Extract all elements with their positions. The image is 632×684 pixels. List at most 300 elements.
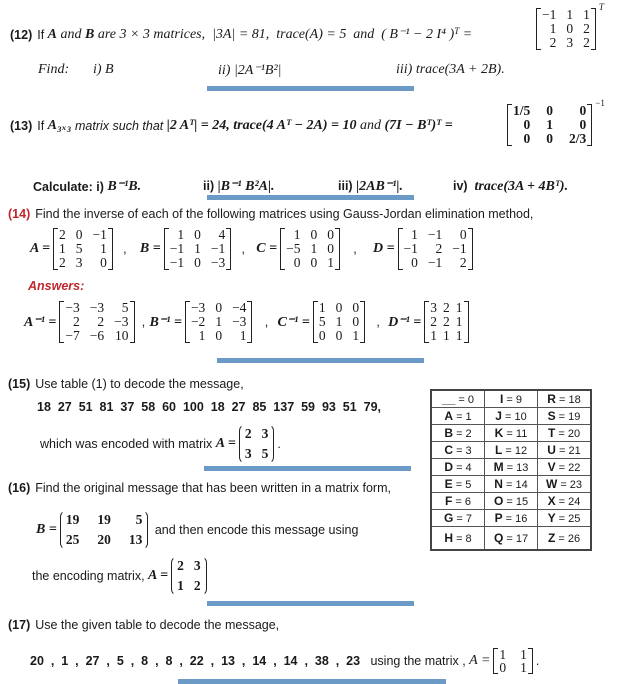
trace-condition: trace(A) = 5	[276, 26, 347, 42]
matrix-cell: 2	[244, 426, 252, 441]
matrix-cell: −4	[232, 300, 247, 315]
math-var: B	[84, 26, 95, 42]
matrix-name: A =	[148, 568, 169, 583]
question-14-statement	[8, 207, 533, 221]
letter-value: = 18	[559, 394, 581, 406]
q14-matrices	[30, 228, 476, 270]
q17-message-line	[30, 648, 539, 674]
matrix-cell: 0	[579, 103, 587, 118]
matrix-cell: 1	[546, 117, 554, 132]
question-text: Use table (1) to decode the message,	[35, 377, 244, 391]
inverse-mark: −1	[595, 98, 605, 108]
letter: P	[494, 511, 503, 525]
matrix-cell: 3	[430, 300, 438, 315]
matrix-cell: 0	[310, 255, 318, 270]
q13-parts	[33, 178, 569, 195]
table-cell	[538, 510, 592, 527]
matrix-cell: 20	[97, 532, 111, 547]
matrix-cell: 2	[193, 578, 201, 593]
question-16-statement	[8, 481, 391, 495]
matrix-cell: 5	[318, 314, 326, 329]
math-var: A	[47, 26, 58, 42]
matrix-cell: 1	[177, 227, 185, 242]
q13-matrix	[507, 104, 592, 146]
matrix-cell: 0	[579, 117, 587, 132]
table-row	[431, 425, 591, 442]
letter-value: = 16	[505, 513, 528, 525]
question-17-statement	[8, 618, 279, 632]
letter: V	[547, 460, 556, 474]
table-cell	[538, 459, 592, 476]
text: If	[37, 27, 45, 42]
table-cell	[431, 408, 485, 425]
question-text: Find the inverse of each of the following matrices using Gauss-Jordan elimination method,	[35, 207, 534, 221]
matrix-cell: 1	[198, 328, 206, 343]
matrix-cell: 1	[318, 300, 326, 315]
part-i: i) B	[93, 62, 114, 77]
letter: E	[444, 477, 453, 491]
comma: ,	[241, 242, 245, 256]
matrix-name: D =	[372, 241, 395, 256]
matrix-cell: 1	[411, 227, 418, 242]
matrix-cell: 0	[459, 227, 467, 242]
letter-value: = 0	[458, 394, 475, 406]
matrix-cell: 13	[128, 532, 143, 547]
letter: N	[494, 477, 503, 491]
letter: B	[444, 426, 453, 440]
letter-value: = 4	[456, 462, 472, 474]
matrix-cell: 0	[100, 255, 107, 270]
table-cell	[431, 493, 485, 510]
matrix-cell: −1	[427, 227, 443, 242]
table-cell	[538, 442, 592, 459]
matrix-cell: −1	[427, 255, 443, 270]
matrix-cell: 1	[59, 241, 66, 256]
q16-encoding-line	[32, 556, 210, 596]
matrix-cell: −1	[542, 7, 557, 22]
text: and	[360, 118, 381, 133]
q13-matrix-wrap	[504, 98, 605, 146]
table-cell	[485, 408, 538, 425]
matrix-cell: 0	[352, 314, 360, 329]
matrix-name: C⁻¹ =	[277, 314, 310, 330]
table-cell	[485, 493, 538, 510]
q17-matrix	[493, 648, 533, 674]
matrix-cell: −1	[403, 241, 418, 256]
question-12-statement	[10, 26, 472, 43]
letter-value: = 2	[456, 428, 472, 440]
matrix-cell: 10	[115, 328, 129, 343]
letter: S	[547, 409, 556, 423]
matrix-cell: 0	[194, 227, 201, 242]
question-text: Find the original message that has been written in a matrix form,	[35, 481, 391, 495]
matrix-cell: 2	[583, 21, 590, 36]
matrix-cell: 1	[455, 300, 463, 315]
matrix-cell: −3	[89, 300, 105, 315]
matrix-cell: 1	[520, 660, 527, 675]
table-cell	[431, 510, 485, 527]
comma: ,	[141, 315, 146, 329]
matrix-cell: 3	[193, 558, 201, 573]
matrix-cell: 1	[177, 578, 184, 593]
matrix-cell: 0	[523, 131, 531, 146]
table-cell	[431, 425, 485, 442]
matrix-cell: 19	[65, 512, 80, 527]
letter-value: = 7	[456, 513, 472, 525]
matrix-cell: 5	[261, 446, 269, 461]
matrix-cell: 3	[75, 255, 83, 270]
text: are 3 × 3 matrices,	[97, 26, 206, 42]
q12-matrix-wrap	[533, 2, 604, 50]
matrix-cell: 2	[73, 314, 80, 329]
text: If	[37, 119, 45, 133]
table-cell	[431, 459, 485, 476]
text: and	[353, 26, 375, 42]
letter-value: = 17	[506, 533, 529, 545]
table-cell	[538, 476, 592, 493]
letter: K	[494, 426, 504, 440]
matrix-cell: −1	[210, 241, 226, 256]
matrix-cell: 0	[75, 227, 83, 242]
matrix-cell: 4	[218, 227, 226, 242]
comma: ,	[376, 315, 380, 329]
matrix-cell: −1	[452, 241, 467, 256]
letter: A	[444, 409, 453, 423]
matrix-cell: 0	[293, 255, 301, 270]
q16-matrix-line	[36, 510, 358, 550]
matrix-cell: 0	[215, 300, 223, 315]
separator-bar	[204, 466, 411, 471]
matrix-cell: 2	[59, 255, 66, 270]
q15-matrix-line	[40, 424, 281, 464]
matrix-cell: 1	[327, 255, 334, 270]
table-cell	[431, 527, 485, 551]
table-cell	[431, 442, 485, 459]
matrix-cell: 2	[549, 35, 557, 50]
matrix-cell: −5	[286, 241, 301, 256]
part-iv-expr: trace(3A + 4Bᵀ).	[474, 178, 569, 194]
letter: W	[545, 477, 558, 491]
comma: ,	[123, 242, 127, 256]
question-number: (14)	[8, 207, 31, 221]
matrix-cell: −2	[190, 314, 206, 329]
matrix-cell: 1	[352, 328, 360, 343]
letter: Z	[547, 531, 556, 545]
math-var: A₃ₓ₃	[47, 118, 72, 133]
table-cell	[485, 425, 538, 442]
matrix-cell: 1	[100, 241, 107, 256]
matrix-cell: 1	[430, 328, 438, 343]
comma: ,	[353, 242, 357, 256]
matrix-cell: 1	[335, 314, 343, 329]
matrix-b	[164, 228, 232, 270]
matrix-cell: 1	[215, 314, 223, 329]
letter-value: = 6	[455, 496, 471, 508]
find-label: Find:	[38, 62, 70, 77]
separator-bar	[217, 358, 424, 363]
letter-value: = 21	[559, 445, 581, 457]
part-i-expr: B⁻¹B.	[107, 179, 142, 194]
matrix-cell: 0	[335, 328, 343, 343]
matrix-cell: 25	[65, 532, 80, 547]
matrix-d	[398, 228, 473, 270]
letter-value: = 23	[560, 479, 583, 491]
table-cell	[485, 476, 538, 493]
letter-value: = 19	[558, 411, 581, 423]
letter: Q	[493, 531, 504, 545]
table-row	[431, 510, 591, 527]
table-cell	[485, 442, 538, 459]
matrix-cell: 2	[443, 300, 450, 315]
letter: Y	[547, 511, 556, 525]
matrix-cell: 5	[135, 512, 143, 527]
matrix-cell: 2	[459, 255, 467, 270]
matrix-cell: 0	[327, 241, 334, 256]
letter-value: = 8	[456, 533, 472, 545]
table-cell	[538, 408, 592, 425]
part-ii-expr: |B⁻¹ B²A|.	[217, 179, 275, 194]
letter-value: = 5	[455, 479, 472, 491]
letter-value: = 9	[506, 394, 522, 406]
question-number: (13)	[10, 119, 33, 133]
letter: __	[441, 392, 456, 406]
trace-condition: trace(4 Aᵀ − 2A) = 10	[233, 118, 357, 133]
matrix-cell: −3	[210, 255, 226, 270]
matrix-cell: 0	[352, 300, 360, 315]
matrix-name: C =	[256, 241, 278, 256]
table-cell	[485, 390, 538, 408]
table-row	[431, 493, 591, 510]
question-number: (17)	[8, 618, 31, 632]
letter: L	[494, 443, 503, 457]
letter: M	[493, 460, 504, 474]
matrix-name: A =	[469, 653, 491, 668]
matrix-cell: −1	[169, 241, 185, 256]
table-cell	[431, 390, 485, 408]
q12-parts	[38, 62, 505, 78]
matrix-cell: −3	[114, 314, 129, 329]
equals: =	[462, 26, 473, 42]
letter-value: = 22	[558, 462, 581, 474]
letter: U	[547, 443, 556, 457]
text: and then encode this message using	[154, 523, 359, 537]
letter-value: = 10	[505, 411, 527, 423]
matrix-cell: 0	[546, 103, 554, 118]
matrix-cell: 0	[335, 300, 343, 315]
letter-code-table	[430, 389, 592, 551]
table-cell	[538, 390, 592, 408]
text: the encoding matrix,	[32, 569, 145, 583]
letter: T	[547, 426, 556, 440]
text: and	[60, 26, 82, 42]
text: using the matrix ,	[370, 654, 466, 668]
period: .	[277, 437, 281, 451]
q15-matrix	[239, 424, 275, 464]
matrix-cell: 2/3	[569, 131, 587, 146]
letter: G	[443, 511, 454, 525]
matrix-cell: −6	[89, 328, 105, 343]
table-cell	[485, 527, 538, 551]
expression: ( B⁻¹ − 2 I⁴ )	[381, 27, 455, 42]
table-cell	[485, 510, 538, 527]
separator-bar	[178, 679, 446, 684]
matrix-cell: −3	[190, 300, 206, 315]
letter: O	[493, 494, 504, 508]
matrix-cell: 3	[566, 35, 574, 50]
letter: R	[547, 392, 556, 406]
table-cell	[538, 425, 592, 442]
matrix-cell: 1	[549, 21, 557, 36]
determinant-condition: |2 Aᵀ| = 24,	[166, 118, 230, 133]
matrix-cell: 1	[310, 241, 318, 256]
matrix-cell: −3	[65, 300, 80, 315]
matrix-name: D⁻¹ =	[388, 314, 422, 330]
matrix-cell: 1	[194, 241, 201, 256]
letter-value: = 12	[505, 445, 528, 457]
matrix-name: B =	[139, 241, 161, 256]
matrix-cell: 5	[121, 300, 129, 315]
matrix-name: A⁻¹ =	[24, 314, 57, 330]
table-row	[431, 390, 591, 408]
matrix-cell: 2	[435, 241, 443, 256]
letter: F	[444, 494, 453, 508]
part-ii-label: ii)	[203, 179, 215, 193]
matrix-c	[280, 228, 340, 270]
table-row	[431, 442, 591, 459]
matrix-name: A =	[215, 436, 236, 451]
letter: X	[547, 494, 556, 508]
matrix-cell: −3	[232, 314, 247, 329]
encoded-message: 18 27 51 81 37 58 60 100 18 27 85 137 59 93 51 79,	[37, 400, 382, 414]
separator-bar	[207, 195, 414, 200]
q16-matrix-b	[60, 510, 149, 550]
letter-value: = 25	[558, 513, 581, 525]
answer-c-inverse	[313, 301, 365, 343]
matrix-cell: 19	[97, 512, 111, 527]
question-number: (12)	[10, 27, 33, 42]
matrix-cell: −7	[65, 328, 80, 343]
question-number: (16)	[8, 481, 31, 495]
question-13-statement	[10, 118, 453, 134]
matrix-cell: 2	[443, 314, 450, 329]
part-iii: iii) trace(3A + 2B).	[396, 62, 505, 77]
matrix-cell: −1	[169, 255, 185, 270]
matrix-cell: 0	[318, 328, 326, 343]
calculate-label: Calculate:	[33, 179, 93, 194]
letter: D	[444, 460, 453, 474]
matrix-cell: 5	[75, 241, 83, 256]
matrix-cell: 1	[520, 647, 527, 662]
matrix-cell: 0	[215, 328, 223, 343]
matrix-cell: 2	[59, 227, 66, 242]
part-iv-label: iv)	[453, 178, 468, 193]
matrix-name: B =	[36, 522, 57, 537]
letter-value: = 15	[506, 496, 529, 508]
comma: ,	[264, 315, 269, 329]
matrix-name: B⁻¹ =	[149, 314, 182, 330]
letter: J	[495, 409, 502, 423]
q16-matrix-a	[171, 556, 207, 596]
table-cell	[431, 476, 485, 493]
q14-answers	[24, 301, 472, 343]
matrix-cell: 0	[546, 131, 554, 146]
matrix-cell: −1	[92, 227, 107, 242]
question-number: (15)	[8, 377, 31, 391]
answer-b-inverse	[185, 301, 253, 343]
letter-value: = 13	[506, 462, 529, 474]
matrix-cell: 0	[566, 21, 574, 36]
part-iii-label: iii)	[338, 179, 353, 193]
transpose-mark: T	[598, 2, 604, 12]
part-iii-expr: |2AB⁻¹|.	[356, 179, 404, 194]
table-cell	[538, 493, 592, 510]
table-cell	[538, 527, 592, 551]
table-row	[431, 408, 591, 425]
matrix-cell: 2	[177, 558, 184, 573]
table-row	[431, 527, 591, 551]
question-15-statement	[8, 377, 244, 391]
table-cell	[485, 459, 538, 476]
part-ii: ii) |2A⁻¹B²|	[218, 62, 282, 78]
text: matrix such that	[75, 119, 164, 133]
letter-value: = 14	[506, 479, 528, 491]
matrix-cell: 3	[244, 446, 252, 461]
table-row	[431, 459, 591, 476]
separator-bar	[207, 601, 414, 606]
letter: H	[444, 531, 453, 545]
matrix-cell: 2	[430, 314, 438, 329]
matrix-cell: 0	[411, 255, 418, 270]
answer-d-inverse	[424, 301, 468, 343]
matrix-cell: 0	[194, 255, 201, 270]
matrix-cell: 0	[499, 660, 507, 675]
letter: C	[444, 443, 453, 457]
determinant-condition: |3A| = 81,	[212, 26, 270, 42]
answers-label: Answers:	[28, 279, 85, 293]
matrix-name: A =	[30, 241, 51, 256]
matrix-cell: 1/5	[513, 103, 531, 118]
matrix-cell: 3	[261, 426, 269, 441]
matrix-cell: 1	[499, 647, 507, 662]
transpose-mark: T	[454, 25, 460, 36]
question-text: Use the given table to decode the message,	[35, 618, 280, 632]
separator-bar	[207, 86, 414, 91]
table-row	[431, 476, 591, 493]
letter-value: = 24	[558, 496, 581, 508]
text: which was encoded with matrix	[40, 437, 213, 451]
letter: I	[499, 392, 504, 406]
letter-value: = 3	[456, 445, 472, 457]
letter-value: = 1	[456, 411, 472, 423]
answer-a-inverse	[59, 301, 134, 343]
part-i-label: i)	[96, 179, 104, 194]
period: .	[535, 654, 540, 668]
matrix-cell: 1	[583, 7, 590, 22]
matrix-cell: 1	[443, 328, 450, 343]
matrix-cell: 0	[327, 227, 334, 242]
expression: (7I − Bᵀ)ᵀ =	[384, 118, 453, 133]
matrix-cell: 1	[566, 7, 574, 22]
matrix-cell: 1	[239, 328, 247, 343]
matrix-cell: 1	[455, 314, 463, 329]
matrix-cell: 1	[455, 328, 463, 343]
letter-value: = 20	[558, 428, 581, 440]
matrix-cell: 2	[97, 314, 105, 329]
encoded-message: 20 , 1 , 27 , 5 , 8 , 8 , 22 , 13 , 14 , 14 , 38 , 23	[30, 654, 361, 668]
matrix-cell: 1	[293, 227, 301, 242]
matrix-cell: 0	[310, 227, 318, 242]
q12-matrix	[536, 8, 596, 50]
